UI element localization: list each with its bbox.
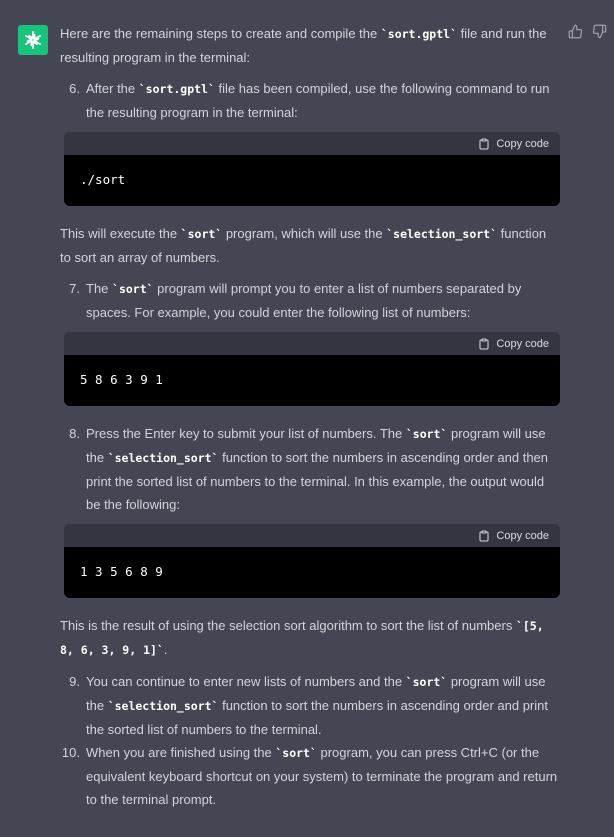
clipboard-icon [478,138,490,150]
paragraph [60,22,560,69]
code-area [64,355,560,406]
inline-code: `sort` [180,227,223,241]
inline-code: `selection_sort` [107,451,219,465]
openai-logo-icon [22,29,44,51]
text-segment: program, you can press Ctrl+C (or the equivalent keyboard shortcut on your system) to terminate the program and return to the terminal prompt. [86,745,558,807]
feedback-controls [568,24,607,819]
inline-code: `sort` [275,746,317,760]
message-content [60,22,560,819]
list-item [60,670,560,741]
list-item [60,277,560,324]
code-block [64,132,560,206]
text-segment: You can continue to enter new lists of numbers and the [86,674,406,689]
list-item-text [86,422,560,516]
text-segment: program, which will use the [222,226,387,241]
ordered-list [60,77,560,124]
code-text: 5 8 6 3 9 1 [80,372,163,387]
inline-code: `sort` [112,282,154,296]
list-number: 7. [69,281,80,296]
copy-code-button[interactable] [478,338,549,350]
text-segment: The [86,281,113,296]
text-segment: program will prompt you to enter a list of numbers separated by spaces. For example, you could enter the following list of numbers: [86,281,522,320]
code-area [64,155,560,206]
code-block-header [64,524,560,547]
inline-code: `[5, 8, 6, 3, 9, 1]` [60,619,544,657]
list-item [60,77,560,124]
copy-code-label: Copy code [496,337,549,350]
code-block [64,332,560,406]
clipboard-icon [478,530,490,542]
copy-code-button[interactable] [478,138,549,150]
list-item-text [86,77,560,124]
list-number: 8. [69,426,80,441]
text-segment: This will execute the [60,226,181,241]
paragraph [60,222,560,269]
text-segment: program will use the [86,674,546,713]
code-block-header [64,332,560,355]
thumbs-down-icon [592,24,607,39]
copy-code-button[interactable] [478,530,549,542]
list-item-text [86,277,560,324]
inline-code: `sort` [405,427,448,441]
inline-code: `selection_sort` [107,699,219,713]
list-item-text [86,741,560,811]
code-text: 1 3 5 6 8 9 [80,564,163,579]
ordered-list [60,277,560,324]
list-item [60,422,560,516]
text-segment: function to sort an array of numbers. [60,226,547,265]
clipboard-icon [478,338,490,350]
copy-code-label: Copy code [496,529,549,542]
inline-code: `selection_sort` [386,227,498,241]
code-block [64,524,560,598]
text-segment: program will use the [86,426,546,465]
inline-code: `sort` [405,675,448,689]
list-number: 6. [69,81,80,96]
inline-code: `sort.gptl` [380,27,458,41]
text-segment: function to sort the numbers in ascending order and print the sorted list of numbers to the terminal. [86,698,548,737]
list-number: 9. [69,674,80,689]
thumbs-up-button[interactable] [568,24,583,40]
text-segment: file has been compiled, use the following command to run the resulting program in the terminal: [86,81,550,120]
code-area [64,547,560,598]
ordered-list [60,422,560,516]
inline-code: `sort.gptl` [138,82,215,96]
text-segment: When you are finished using the [86,745,276,760]
thumbs-up-icon [568,24,583,39]
text-segment: . [163,642,168,657]
list-item-text [86,670,560,741]
text-segment: After the [86,81,139,96]
text-segment: Here are the remaining steps to create and compile the [60,26,381,41]
thumbs-down-button[interactable] [592,24,607,40]
code-block-header [64,132,560,155]
list-number: 10. [61,745,80,760]
code-text: ./sort [80,172,126,187]
ordered-list [60,670,560,811]
text-segment: function to sort the numbers in ascending order and then print the sorted list of numbers to the terminal. In this example, the output would be the following: [86,450,549,512]
text-segment: This is the result of using the selection sort algorithm to sort the list of numbers [60,618,516,633]
text-segment: Press the Enter key to submit your list of numbers. The [86,426,406,441]
assistant-avatar [18,25,48,55]
list-item [60,741,560,811]
copy-code-label: Copy code [496,137,549,150]
text-segment: file and run the resulting program in the terminal: [60,26,547,65]
paragraph [60,614,560,662]
